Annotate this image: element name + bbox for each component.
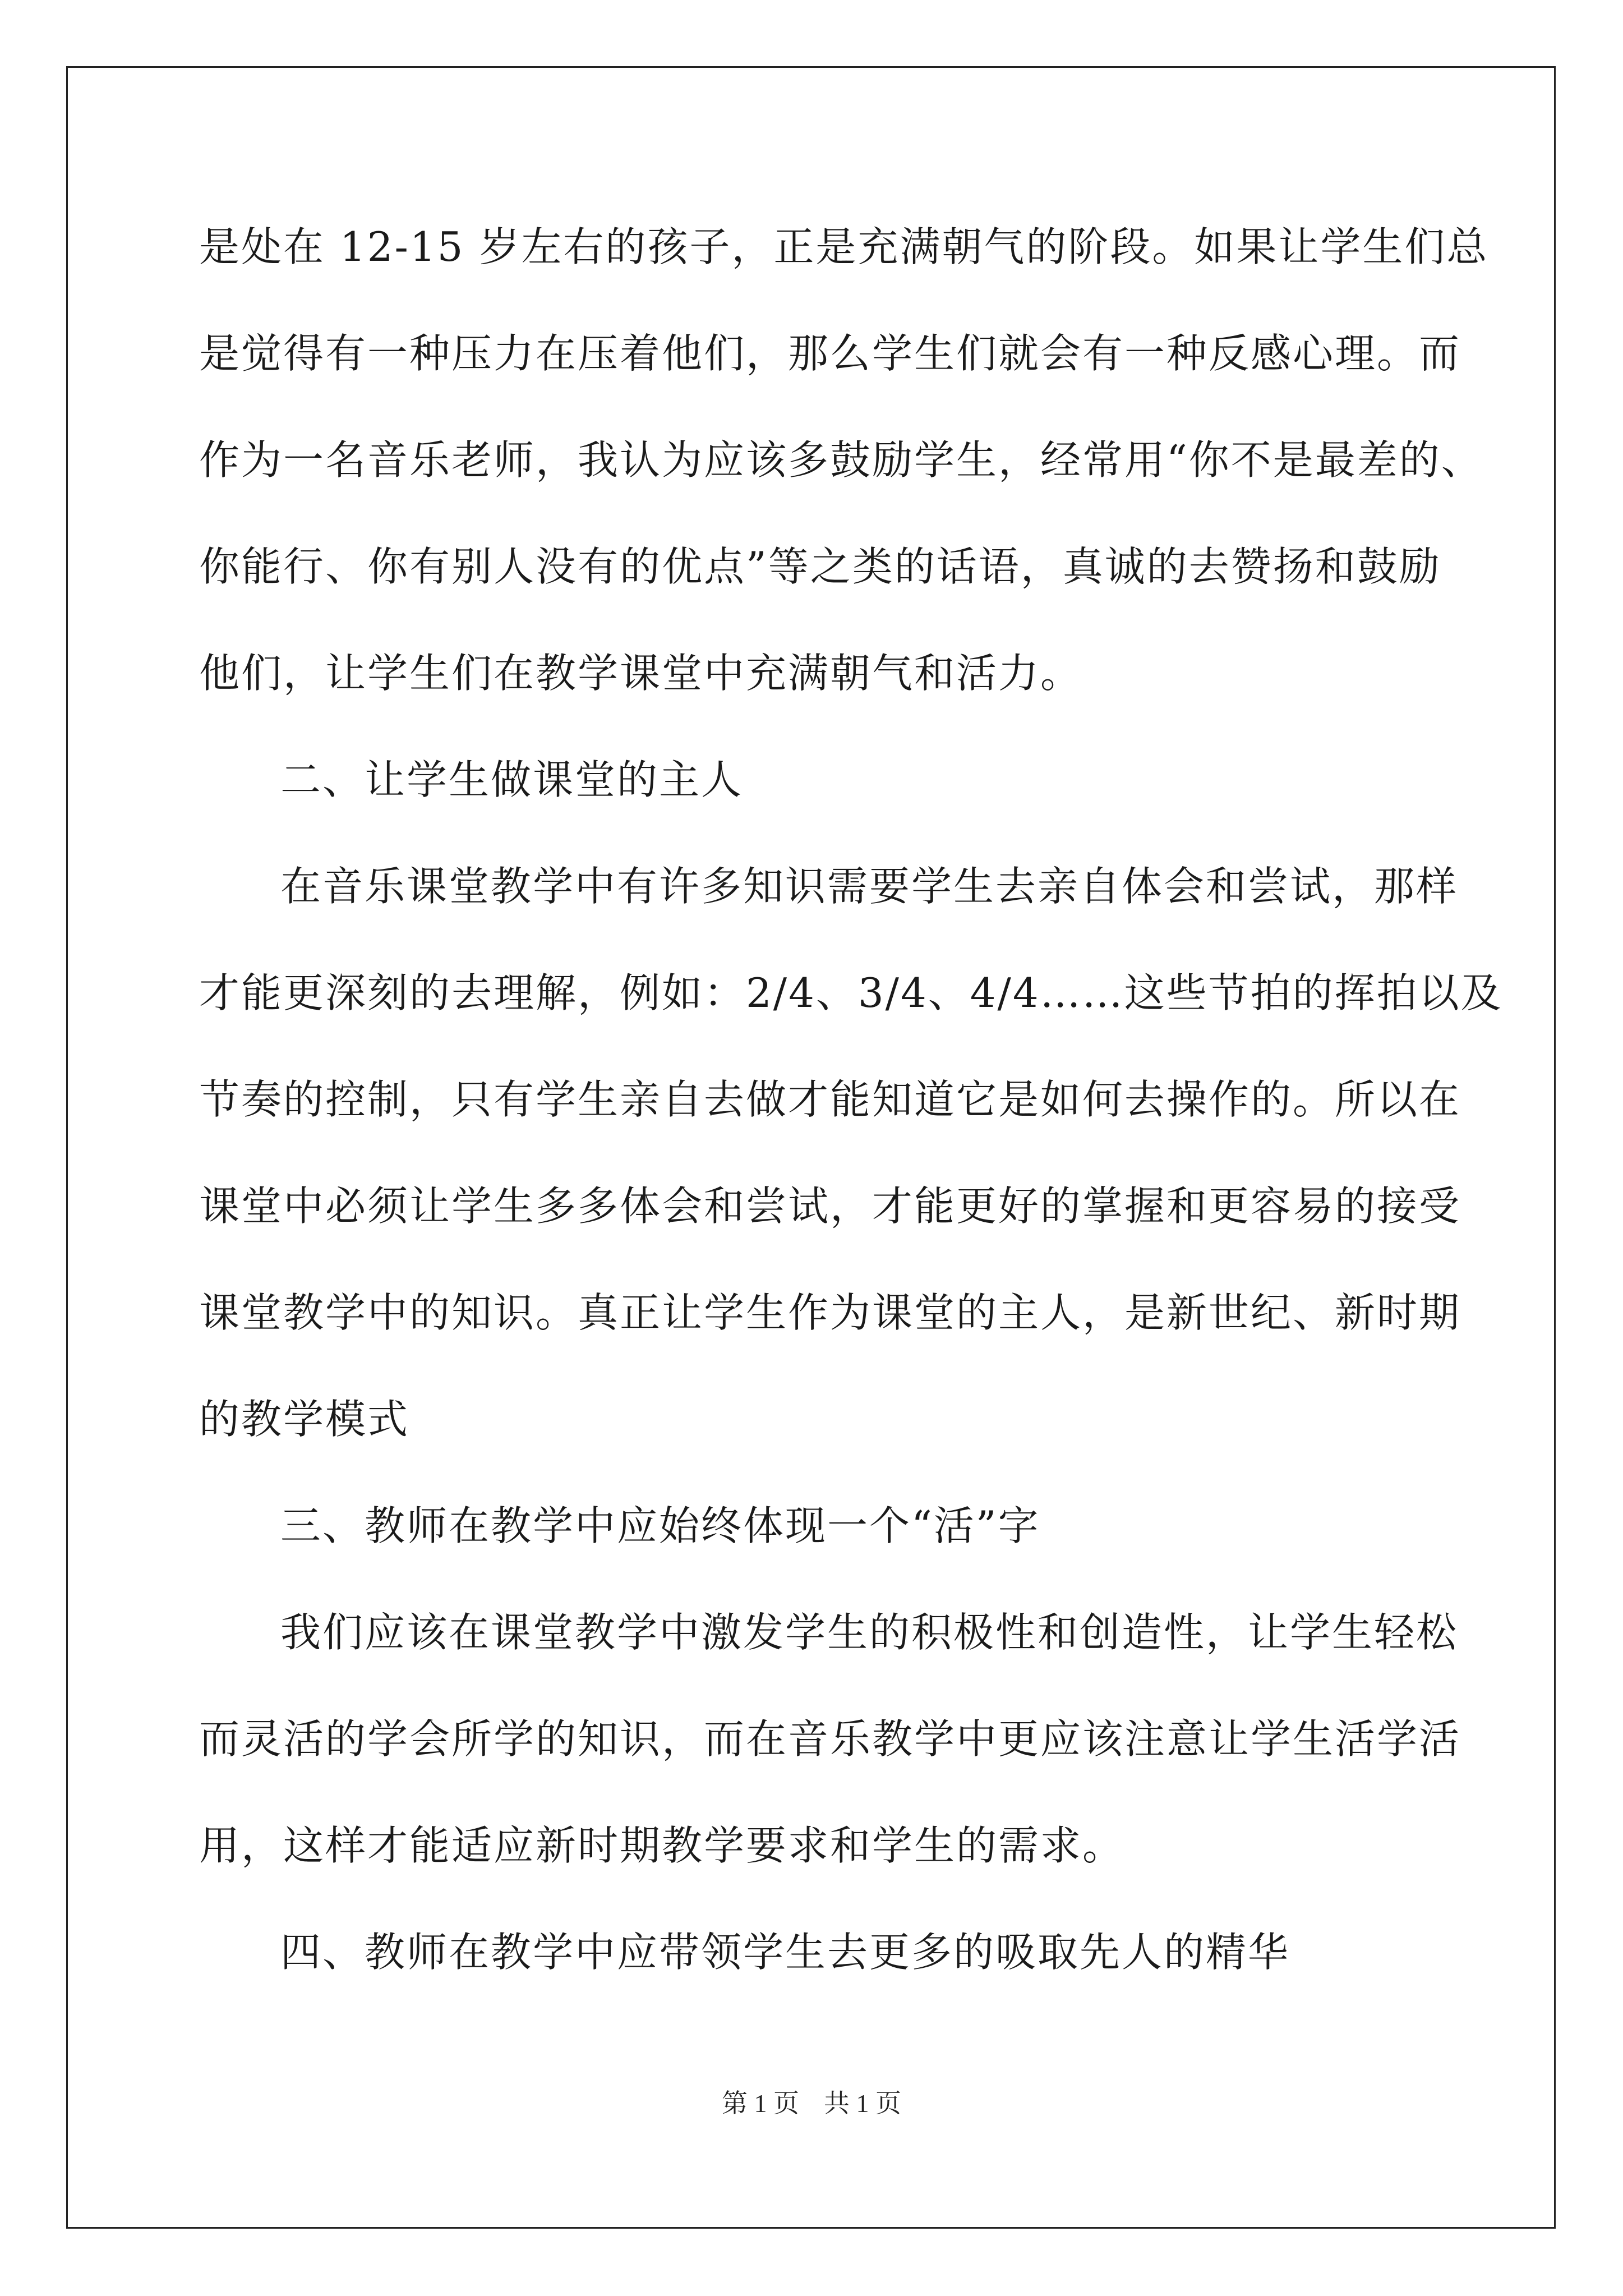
paragraph-line: 你能行、你有别人没有的优点”等之类的话语，真诚的去赞扬和鼓励	[199, 543, 1441, 590]
paragraph-line: 是觉得有一种压力在压着他们，那么学生们就会有一种反感心理。而	[199, 330, 1461, 377]
paragraph-line: 节奏的控制，只有学生亲自去做才能知道它是如何去操作的。所以在	[199, 1076, 1461, 1123]
page-total: 共 1 页	[824, 2089, 901, 2118]
paragraph-line: 作为一名音乐老师，我认为应该多鼓励学生，经常用“你不是最差的、	[199, 436, 1483, 484]
section-heading: 三、教师在教学中应始终体现一个“活”字	[280, 1502, 1040, 1549]
page-border	[66, 66, 1556, 2229]
paragraph-line: 而灵活的学会所学的知识，而在音乐教学中更应该注意让学生活学活	[199, 1715, 1461, 1763]
paragraph-line: 用，这样才能适应新时期教学要求和学生的需求。	[199, 1822, 1125, 1869]
paragraph-line: 才能更深刻的去理解，例如：2/4、3/4、4/4……这些节拍的挥拍以及	[199, 969, 1503, 1016]
paragraph-line: 是处在 12-15 岁左右的孩子，正是充满朝气的阶段。如果让学生们总	[199, 223, 1489, 270]
paragraph-line: 他们，让学生们在教学课堂中充满朝气和活力。	[199, 650, 1083, 697]
paragraph-line: 课堂教学中的知识。真正让学生作为课堂的主人，是新世纪、新时期	[199, 1289, 1461, 1336]
paragraph-line: 我们应该在课堂教学中激发学生的积极性和创造性，让学生轻松	[280, 1609, 1459, 1656]
paragraph-line: 的教学模式	[199, 1396, 410, 1443]
page-footer	[0, 2087, 1623, 2120]
page-number: 第 1 页	[722, 2089, 799, 2118]
paragraph-line: 在音乐课堂教学中有许多知识需要学生去亲自体会和尝试，那样	[280, 863, 1459, 910]
paragraph-line: 课堂中必须让学生多多体会和尝试，才能更好的掌握和更容易的接受	[199, 1182, 1461, 1230]
section-heading: 四、教师在教学中应带领学生去更多的吸取先人的精华	[280, 1929, 1290, 1976]
section-heading: 二、让学生做课堂的主人	[280, 756, 744, 803]
